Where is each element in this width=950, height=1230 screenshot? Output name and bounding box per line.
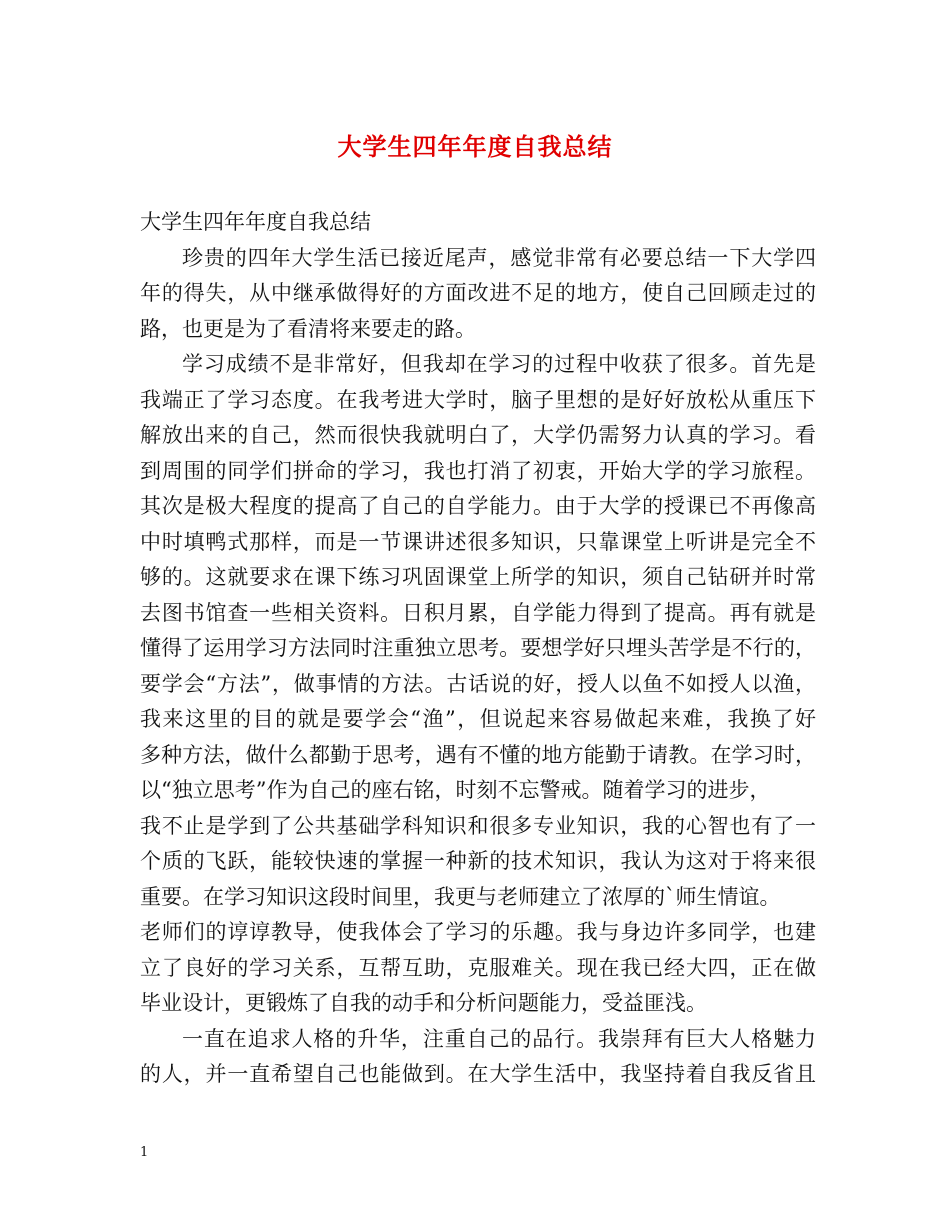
text-line: 够的。这就要求在课下练习巩固课堂上所学的知识，须自己钻研并时常 bbox=[140, 565, 816, 589]
text-line: 我不止是学到了公共基础学科知识和很多专业知识，我的心智也有了一 bbox=[140, 813, 816, 838]
paragraph-1 bbox=[140, 241, 816, 348]
text-line: 老师们的谆谆教导，使我体会了学习的乐趣。我与身边许多同学，也建 bbox=[140, 920, 816, 944]
text-line: 我端正了学习态度。在我考进大学时，脑子里想的是好好放松从重压下 bbox=[140, 387, 816, 412]
text-line: 其次是极大程度的提高了自己的自学能力。由于大学的授课已不再像高 bbox=[140, 494, 816, 518]
page-number: 1 bbox=[140, 1145, 149, 1160]
text-line: 以“独立思考”作为自己的座右铭，时刻不忘警戒。随着学习的进步， bbox=[140, 778, 771, 802]
text-line: 要学会“方法”，做事情的方法。古话说的好，授人以鱼不如授人以渔， bbox=[140, 671, 816, 696]
text-line: 解放出来的自己，然而很快我就明白了，大学仍需努力认真的学习。看 bbox=[140, 423, 816, 447]
text-line: 珍贵的四年大学生活已接近尾声，感觉非常有必要总结一下大学四 bbox=[182, 245, 816, 270]
text-line: 重要。在学习知识这段时间里，我更与老师建立了浓厚的`师生情谊。 bbox=[140, 884, 781, 909]
text-line: 的人，并一直希望自己也能做到。在大学生活中，我坚持着自我反省且 bbox=[140, 1062, 816, 1086]
text-line: 多种方法，做什么都勤于思考，遇有不懂的地方能勤于请教。在学习时， bbox=[140, 742, 816, 767]
text-line: 立了良好的学习关系，互帮互助，克服难关。现在我已经大四，正在做 bbox=[140, 955, 816, 980]
text-line: 一直在追求人格的升华，注重自己的品行。我崇拜有巨大人格魅力 bbox=[182, 1026, 816, 1051]
text-line: 去图书馆查一些相关资料。日积月累，自学能力得到了提高。再有就是 bbox=[140, 600, 816, 625]
text-line: 懂得了运用学习方法同时注重独立思考。要想学好只埋头苦学是不行的， bbox=[140, 636, 816, 660]
document-body bbox=[140, 205, 816, 1093]
text-line: 年的得失，从中继承做得好的方面改进不足的地方，使自己回顾走过的 bbox=[140, 281, 816, 305]
document-subtitle: 大学生四年年度自我总结 bbox=[140, 210, 371, 234]
text-line: 学习成绩不是非常好，但我却在学习的过程中收获了很多。首先是 bbox=[182, 352, 816, 376]
text-line: 路，也更是为了看清将来要走的路。 bbox=[140, 316, 476, 341]
document-title: 大学生四年年度自我总结 bbox=[337, 132, 613, 161]
text-line: 到周围的同学们拼命的学习，我也打消了初衷，开始大学的学习旅程。 bbox=[140, 458, 816, 483]
paragraph-3 bbox=[140, 1022, 816, 1093]
text-line: 中时填鸭式那样，而是一节课讲述很多知识，只靠课堂上听讲是完全不 bbox=[140, 529, 816, 554]
text-line: 个质的飞跃，能较快速的掌握一种新的技术知识，我认为这对于将来很 bbox=[140, 849, 816, 873]
paragraph-2 bbox=[140, 347, 816, 1022]
text-line: 我来这里的目的就是要学会“渔”，但说起来容易做起来难，我换了好 bbox=[140, 707, 816, 731]
text-line: 毕业设计，更锻炼了自我的动手和分析问题能力，受益匪浅。 bbox=[140, 991, 707, 1015]
